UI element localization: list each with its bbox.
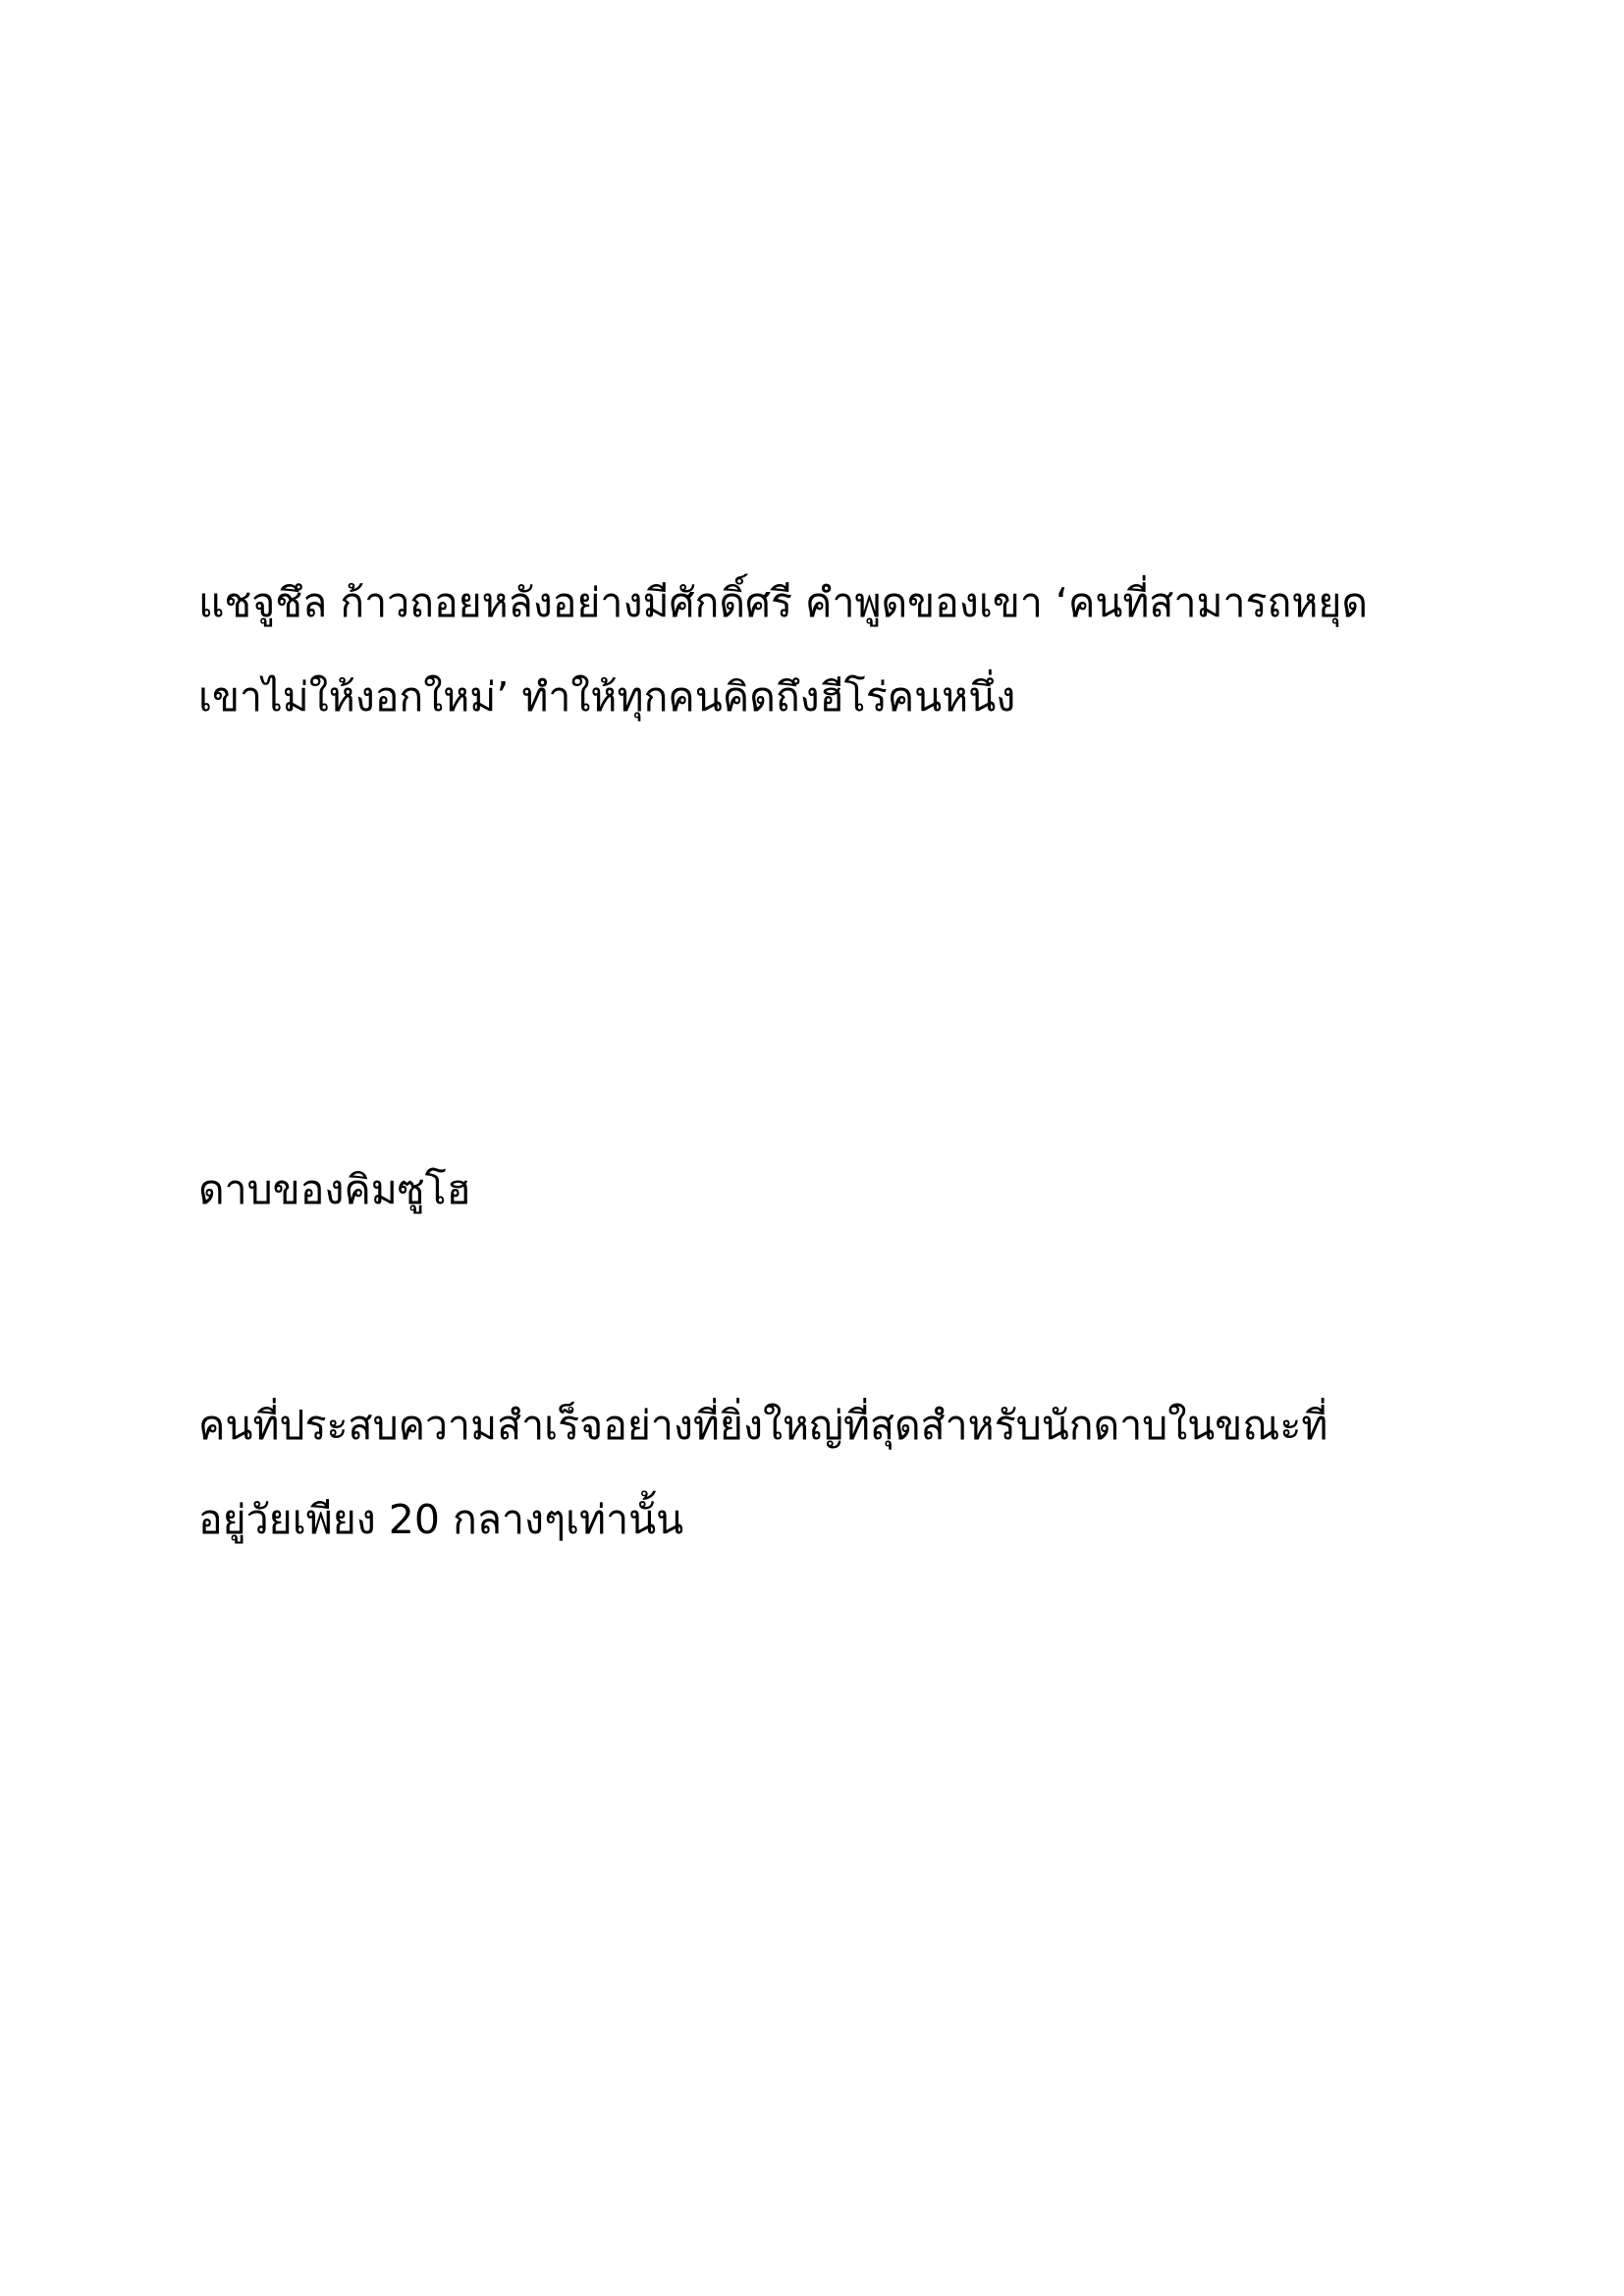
paragraph-line: คนที่ประสบความสำเร็จอย่างที่ยิ่งใหญ่ที่สุดสำหรับนักดาบในขณะที่ bbox=[198, 1402, 1328, 1449]
paragraph bbox=[198, 556, 1435, 744]
paragraph-line: ดาบของคิมซูโฮ bbox=[198, 1166, 471, 1213]
paragraph-line: เขาไม่ให้งอกใหม่’ ทำให้ทุกคนคิดถึงฮีโร่คนหนึ่ง bbox=[198, 673, 1016, 721]
paragraph-line: แชจูชึล ก้าวถอยหลังอย่างมีศักดิ์ศรี คำพูดของเขา ‘คนที่สามารถหยุด bbox=[198, 579, 1369, 626]
paragraph-line: อยู่วัยเพียง 20 กลางๆเท่านั้น bbox=[198, 1496, 684, 1543]
paragraph bbox=[198, 1378, 1435, 1567]
paragraph bbox=[198, 1143, 1435, 1237]
